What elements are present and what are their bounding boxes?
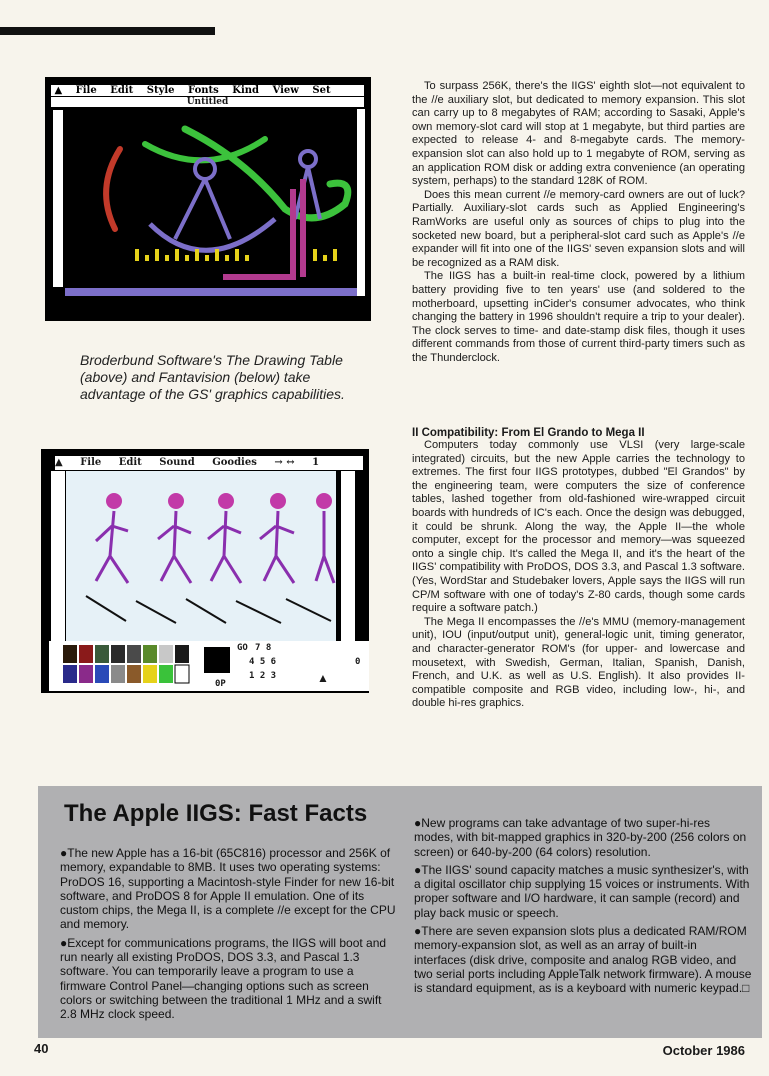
arrows-icon[interactable]: → ↔ [274,457,295,468]
menu-fonts[interactable]: Fonts [188,85,219,96]
figure-caption: Broderbund Software's The Drawing Table (above) and Fantavision (below) take advantage of the GS' graphics capabilities. [80,352,345,402]
menu-sound[interactable]: Sound [159,457,195,468]
menu-set[interactable]: Set [312,85,331,96]
menu-edit[interactable]: Edit [110,85,134,96]
issue-date: October 1986 [662,1043,745,1058]
fact-item: ●New programs can take advantage of two super-hi-res modes, with bit-mapped graphics in 320-by-200 (256 colors on screen) or 640-by-200 (64 colors) resolution. [414,816,747,859]
paragraph: To surpass 256K, there's the IIGS' eighth slot—not equivalent to the //e auxiliary slot, but dedicated to memory expansion. This slot can carry up to 8 megabytes of RAM; according to Sasaki, Apple's own memory-slot card will stop at 1 megabyte, but third parties are expected to release 4- and 8-megabyte cards. The memory-expansion slot can also hold up to 1 megabyte of ROM, serving as an application ROM disk or adding extra convenience (an operating system, perhaps) to the standard 128K of ROM. [412,80,745,188]
op-label[interactable]: 0P [215,679,226,689]
menu-file[interactable]: File [75,85,97,96]
menu-file[interactable]: File [80,457,102,468]
menu-view[interactable]: View [272,85,299,96]
fact-item: ●The IIGS' sound capacity matches a music synthesizer's, with a digital oscillator chip supplying 15 voices or instruments. With proper software and I/O hardware, it can sample (record) and play back music or speech. [414,862,750,920]
palette-panel[interactable] [49,641,369,691]
drawing-art [65,109,357,287]
fast-facts-left [60,846,398,1026]
apple-icon: ▲ [51,85,63,96]
top-rule [0,27,215,35]
paragraph: Does this mean current //e memory-card owners are out of luck? Partially. Auxiliary-slot cards such as Applied Engineering's RamWorks are useful only as sources of chips to plug into the socketed new board, but a peripheral-slot card such as Apple's //e expander will fit into one of the IIGS' seven expansion slots and will be recognized as a RAM disk. [412,188,745,269]
article-column-top [412,80,745,365]
drawing-table-screenshot [45,77,371,321]
fact-item: ●The new Apple has a 16-bit (65C816) processor and 256K of memory, expandable to 8MB. It uses two operating systems: ProDOS 16, supporting a Macintosh-style Finder for new 16-bit software, and ProDOS 8 for Apple II emulation. One of its custom chips, the Mega II, is a complete //e except for the CPU and memory. [60,846,396,932]
page-number: 40 [34,1041,49,1056]
menu-goodies[interactable]: Goodies [212,457,257,468]
fast-facts-box [38,786,762,1038]
tool-palette[interactable] [51,471,65,669]
vertical-scrollbar[interactable] [357,109,365,296]
fact-item: ●There are seven expansion slots plus a dedicated RAM/ROM memory-expansion slot, as well as an array of built-in interfaces (disk drive, composite and analog RGB video, and two serial ports including AppleTalk network firmware). A mouse is standard equipment, as is a keyboard with numeric keypad.□ [414,924,752,996]
keypad-row-3[interactable]: 1 2 3 [249,671,277,681]
running-man-icon[interactable]: ▲ [317,671,329,685]
fantavision-screenshot [41,449,369,693]
paragraph: Computers today commonly use VLSI (very large-scale integrated) circuits, but the new Apple carries the technology to extremes. The first four IIGS prototypes, dubbed "El Grandos" by the engineering team, were computers the size of conference tables, lashed together from old-fashioned wire-wrapped circuit boards with hundreds of IC's each. Once the design was debugged, it could be shrunk. Along the way, the Apple II—the whole computer, except for the processor and memory—was squeezed onto a single chip. It's called the Mega II, and it's the heart of the IIGS' compatibility with ProDOS, DOS 3.3, and Pascal 1.3 software. (Yes, WordStar and Studebaker lovers, Apple says the IIGS will run CP/M software with one of today's Z-80 cards, though some cards require a software patch.) [412,439,745,615]
keypad-row-1[interactable]: 7 8 [255,643,272,653]
fast-facts-title: The Apple IIGS: Fast Facts [64,800,368,827]
frame-number: 1 [312,457,320,468]
menubar [55,456,363,470]
tool-palette[interactable] [53,110,63,287]
section-heading: II Compatibility: From El Grando to Mega II [412,427,645,439]
keypad-row-2[interactable]: 4 5 6 [249,657,277,667]
drawing-canvas[interactable] [65,109,357,287]
menu-edit[interactable]: Edit [118,457,142,468]
window-title: Untitled [51,97,364,107]
counter-label: 0 [355,657,361,667]
menu-style[interactable]: Style [146,85,175,96]
go-label[interactable]: GO [237,643,248,653]
menubar [51,85,364,96]
vertical-scrollbar[interactable] [341,471,355,647]
stick-figures [66,471,336,641]
paragraph: The IIGS has a built-in real-time clock, powered by a lithium battery providing five to ten years' use (and soldered to the motherboard, upsetting inCider's consumer advocates, who think changing the battery in 1996 shouldn't require a trip to your dealer). The clock serves to time- and date-stamp disk files, though it uses different commands from those of current third-party timers such as the Thunderclock. [412,270,745,364]
apple-icon: ▲ [55,457,63,468]
fact-item: ●Except for communications programs, the IIGS will boot and run nearly all existing ProDOS, DOS 3.3, and Pascal 1.3 software. You can temporarily leave a program to use a firmware Control Panel—changing options such as screen colors or switching between the traditional 1 MHz and a swift 2.8 MHz clock speed. [60,935,387,1022]
horizontal-scrollbar[interactable] [65,288,357,296]
paragraph: The Mega II encompasses the //e's MMU (memory-management unit), IOU (input/output unit), general-logic unit, timing generator, and character-generator ROM's (for upper- and lowercase and mousetext, with Swedish, German, Italian, Spanish, Danish, French, and U.K. as well as U.S. English). It also provides II-compatible composite and RGB video, including low-, hi-, and double hi-res graphics. [412,615,745,710]
fast-facts-right [414,816,752,1000]
animation-stage[interactable] [66,471,336,669]
menu-kind[interactable]: Kind [232,85,260,96]
article-column-bottom [412,427,745,711]
